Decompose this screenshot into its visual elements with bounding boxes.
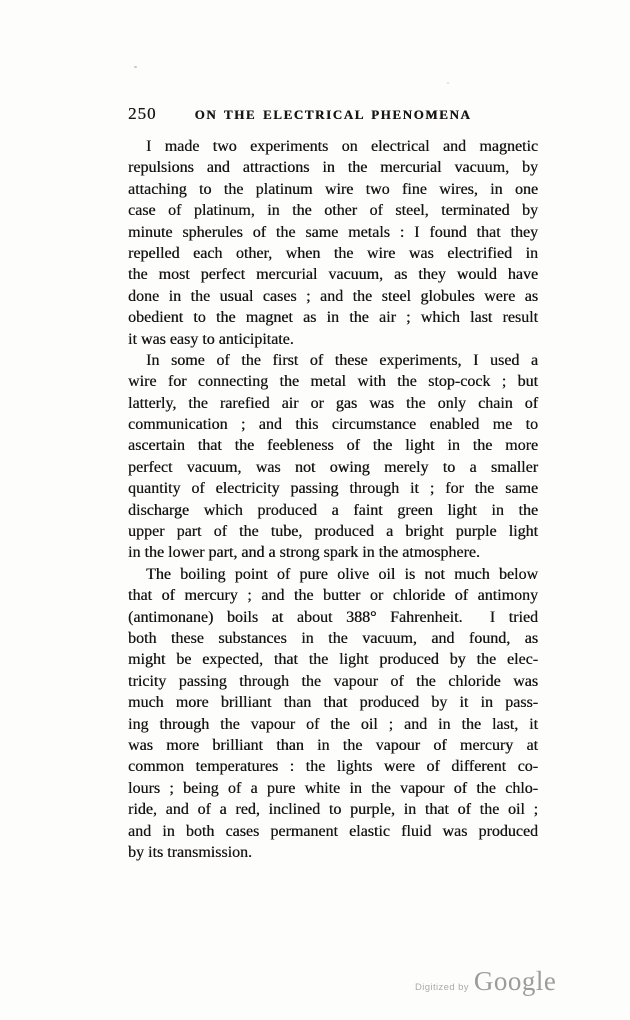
text-line: might be expected, that the light produced by the elec- <box>128 651 538 669</box>
text-line: was more brilliant than in the vapour of mercury at <box>128 736 538 754</box>
text-line: attaching to the platinum wire two fine wires, in one <box>128 180 538 198</box>
text-line: The boiling point of pure olive oil is not much below <box>146 565 538 583</box>
paragraph-3 <box>128 564 538 863</box>
text-line: tricity passing through the vapour of the chloride was <box>128 672 538 690</box>
text-line: and in both cases permanent elastic fluid was produced <box>128 822 538 840</box>
text-line: discharge which produced a faint green light in the <box>128 501 538 519</box>
text-line: in the lower part, and a strong spark in the atmosphere. <box>128 544 480 562</box>
text-line: case of platinum, in the other of steel, terminated by <box>128 202 538 220</box>
text-line: minute spherules of the same metals : I found that they <box>128 223 538 241</box>
text-line: lours ; being of a pure white in the vapour of the chlo- <box>128 779 538 797</box>
text-line: ing through the vapour of the oil ; and in the last, it <box>128 715 538 733</box>
text-line: In some of the first of these experiments, I used a <box>146 351 538 369</box>
text-line: by its transmission. <box>128 843 253 861</box>
text-line: (antimonane) boils at about 388° Fahrenheit. I tried <box>128 608 538 626</box>
running-title: ON THE ELECTRICAL PHENOMENA <box>194 107 472 122</box>
page-header <box>128 104 538 124</box>
text-line: upper part of the tube, produced a bright purple light <box>128 523 538 541</box>
digitized-by-label: Digitized by <box>415 982 469 993</box>
paragraph-2 <box>128 350 538 564</box>
text-line: it was easy to anticipitate. <box>128 330 294 348</box>
text-line: latterly, the rarefied air or gas was the only chain of <box>128 394 538 412</box>
scan-speck <box>134 66 137 68</box>
google-logo: Google <box>473 966 557 996</box>
text-line: repulsions and attractions in the mercurial vacuum, by <box>128 159 538 177</box>
text-line: both these substances in the vacuum, and found, as <box>128 629 538 647</box>
text-line: common temperatures : the lights were of different co- <box>128 758 538 776</box>
text-line: much more brilliant than that produced by it in pass- <box>128 694 538 712</box>
text-line: ride, and of a red, inclined to purple, in that of the oil ; <box>128 801 538 819</box>
page-body <box>128 136 538 863</box>
page-number: 250 <box>128 104 157 123</box>
text-line: the most perfect mercurial vacuum, as they would have <box>128 266 538 284</box>
text-line: perfect vacuum, was not owing merely to a smaller <box>128 458 538 476</box>
text-line: I made two experiments on electrical and magnetic <box>146 138 538 155</box>
scan-speck <box>447 82 449 84</box>
text-line: quantity of electricity passing through it ; for the same <box>128 480 538 498</box>
text-line: repelled each other, when the wire was electrified in <box>128 244 538 262</box>
text-line: ascertain that the feebleness of the light in the more <box>128 437 538 455</box>
watermark <box>415 966 556 997</box>
text-line: wire for connecting the metal with the stop-cock ; but <box>128 373 538 391</box>
text-line: that of mercury ; and the butter or chloride of antimony <box>128 587 538 605</box>
text-line: done in the usual cases ; and the steel globules were as <box>128 287 538 305</box>
text-line: communication ; and this circumstance enabled me to <box>128 416 538 434</box>
text-line: obedient to the magnet as in the air ; which last result <box>128 309 538 327</box>
paragraph-1 <box>128 136 538 350</box>
